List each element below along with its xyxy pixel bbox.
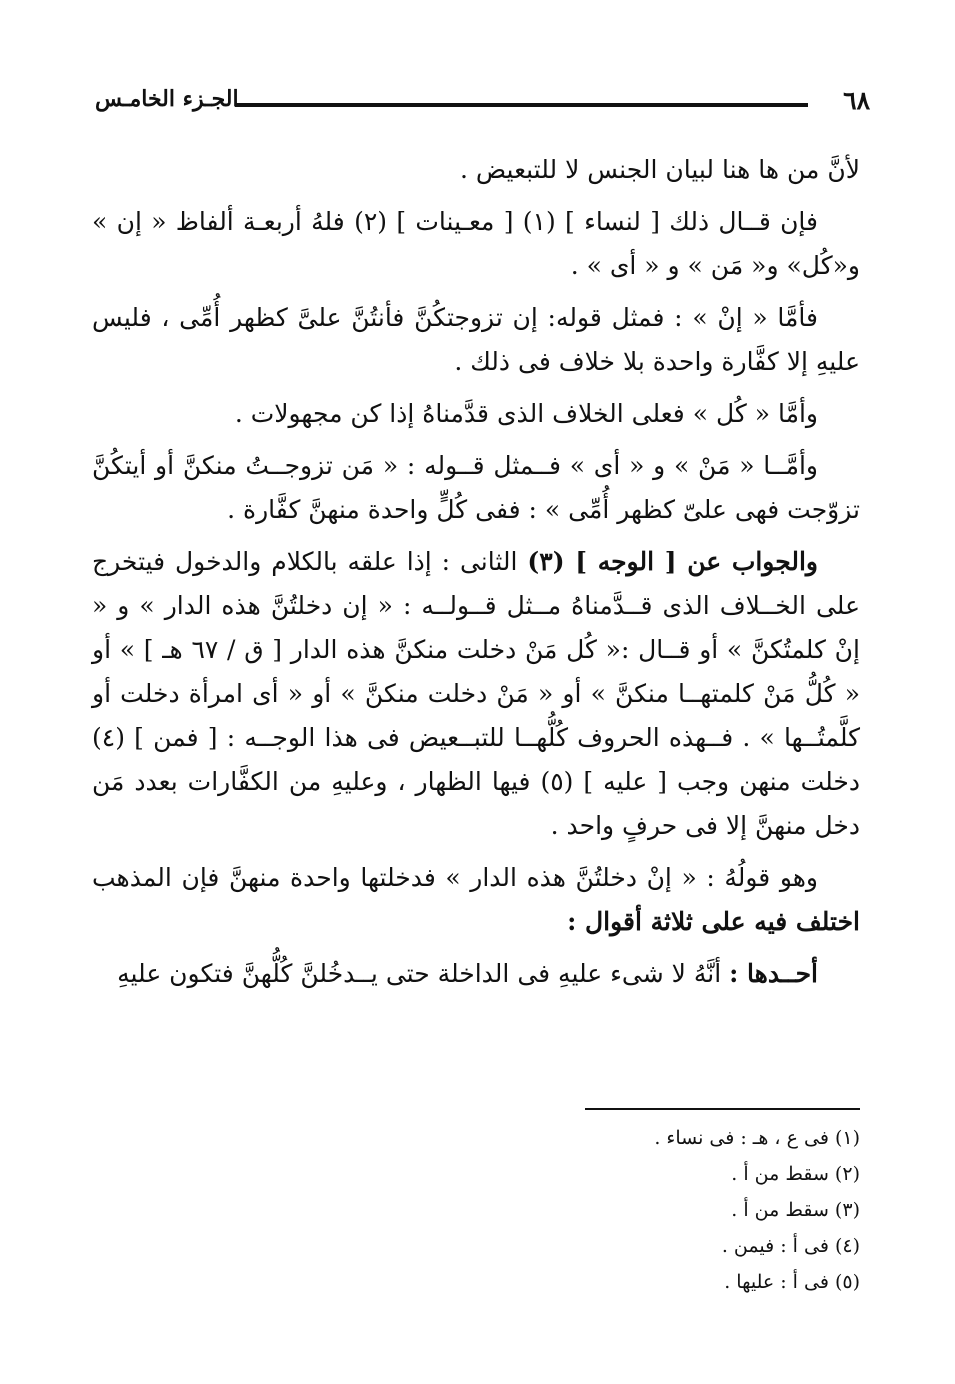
paragraph-7 <box>92 856 860 944</box>
paragraph-7-bold: اختلف فيه على ثلاثة أقوال : <box>567 907 860 936</box>
paragraph-6-text: الثانى : إذا علقه بالكلام والدخول فيتخرج على الخــلاف الذى قــدَّمناهُ مــثل قــولــه : « إن دخلتُنَّ هذه الدار » و « إنْ كلمتُكنَّ » أو قــال :« كُل مَنْ دخلت منكنَّ هذه الدار [ ق / ٦٧ هـ ] » أو « كُلُّ مَنْ كلمتهــا منكنَّ » أو « مَنْ دخلت منكنَّ » أو « أى امرأة دخلت أو كلَّمتُــها » . فــهذه الحروف كُلُّهــا للتبــعيض فى هذا الوجــه : [ فمن ] (٤) دخلت منهن وجب [ عليه ] (٥) فيها الظهار ، وعليهِ من الكفَّارات بعدد مَن دخل منهنَّ إلا فى حرفٍ واحد . <box>92 547 860 840</box>
page-number: ٦٨ <box>843 86 870 115</box>
footnotes <box>460 1120 860 1300</box>
paragraph-1: لأنَّ من ها هنا لبيان الجنس لا للتبعيض . <box>460 155 860 184</box>
running-header <box>95 86 870 126</box>
paragraph-8-heading: أحــدها : <box>729 959 818 988</box>
paragraph-4: وأمَّا « كُل » فعلى الخلاف الذى قدَّمناهُ إذا كن مجهولات . <box>234 399 818 428</box>
footnote-4: (٤) فى أ : فيمن . <box>721 1235 860 1257</box>
paragraph-6-heading: والجواب عن [ الوجه ] (٣) <box>527 547 818 576</box>
main-text <box>92 148 860 1004</box>
paragraph-8 <box>92 952 860 996</box>
paragraph-2: فإن قــال ذلك [ لنساء ] (١) [ معـينات ] (٢) فلهُ أربعـة ألفاظ « إن » و«كُل» و« مَن » و « أى » . <box>92 207 860 280</box>
footnote-5: (٥) فى أ : عليها . <box>724 1271 860 1293</box>
footnote-rule <box>585 1108 860 1110</box>
running-title: الجـزء الخامـس <box>95 86 239 112</box>
paragraph-8-text: أنَّهُ لا شىء عليهِ فى الداخلة حتى يــدخُلنَّ كُلُّهنَّ فتكون عليهِ <box>117 959 722 988</box>
footnote-3: (٣) سقط من أ . <box>731 1199 860 1221</box>
paragraph-7-text: وهو قولُهُ : « إنْ دخلتُنَّ هذه الدار » فدخلتها واحدة منهنَّ فإن المذهب <box>92 863 818 892</box>
paragraph-6 <box>92 540 860 848</box>
header-rule <box>235 103 808 107</box>
paragraph-5: وأمَّــا « مَنْ » و « أى » فــمثل قــوله : « مَن تزوجــتُ منكنَّ أو أيتكُنَّ تزوّجت فهى علىّ كظهر أُمِّى » : ففى كُلٍّ واحدة منهنَّ كفَّارة . <box>92 451 860 524</box>
footnote-2: (٢) سقط من أ . <box>731 1163 860 1185</box>
footnote-1: (١) فى ع ، هـ : فى نساء . <box>654 1127 860 1149</box>
paragraph-3: فأمَّا « إنْ » : فمثل قوله: إن تزوجتكُنَّ فأنتُنَّ علىَّ كظهر أُمِّى ، فليس عليهِ إلا كفَّارة واحدة بلا خلاف فى ذلك . <box>92 303 860 376</box>
